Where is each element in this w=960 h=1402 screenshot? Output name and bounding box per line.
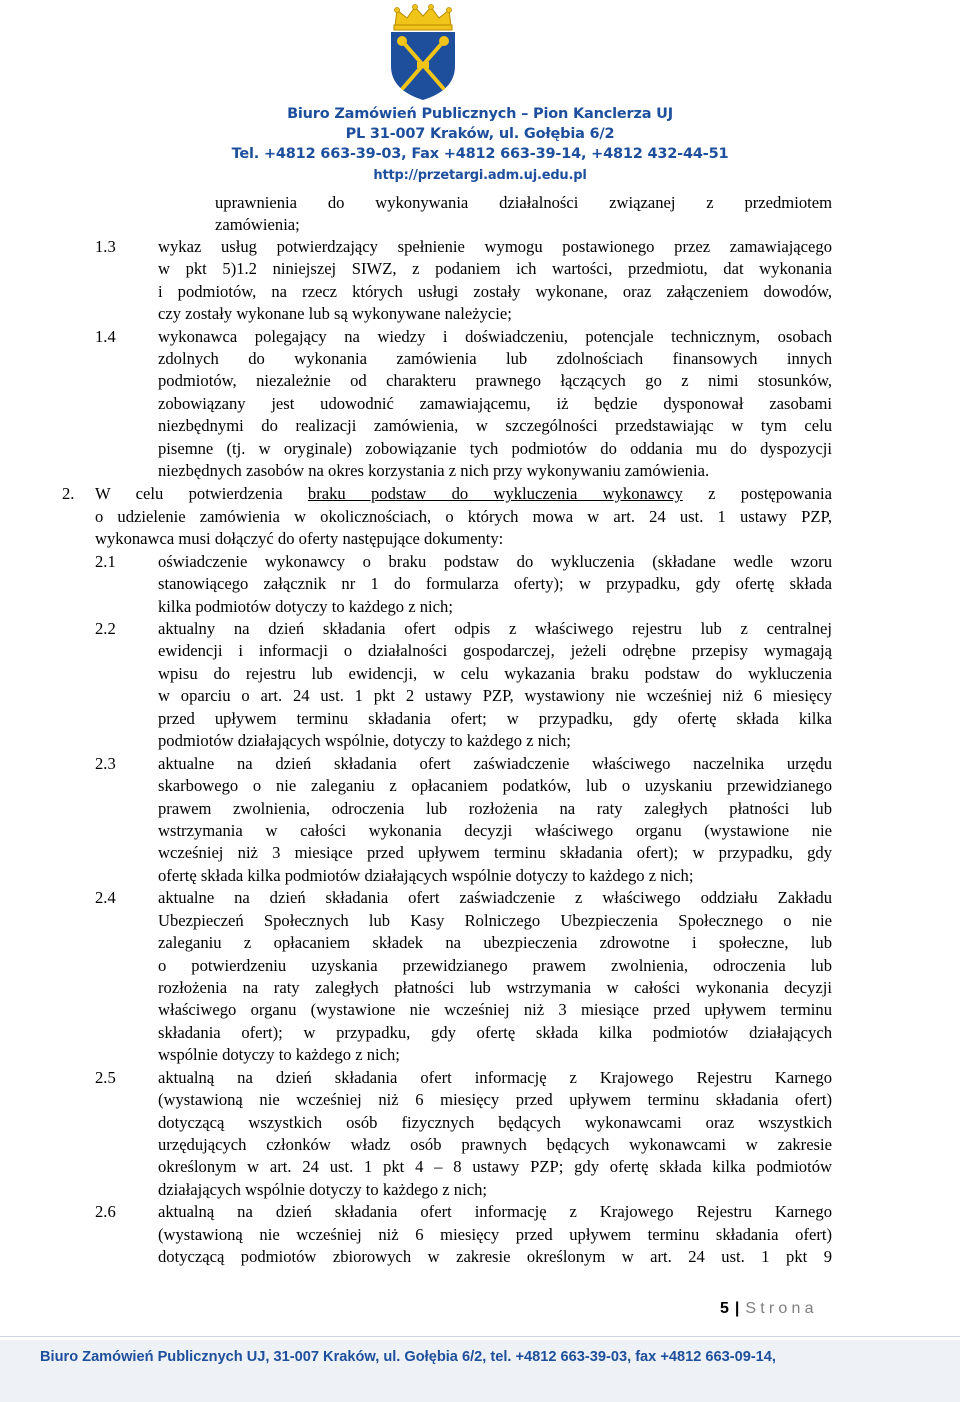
header-phones: Tel. +4812 663-39-03, Fax +4812 663-39-14, +4812 432-44-51 bbox=[231, 146, 729, 162]
text-line: oświadczenie wykonawcy o braku podstaw do wykluczenia (składane wedle wzoru bbox=[158, 552, 832, 571]
text-line: aktualne na dzień składania ofert zaświadczenie z właściwego oddziału Zakładu bbox=[158, 888, 832, 907]
page-label: Strona bbox=[745, 1300, 818, 1317]
text-line: zobowiązany jest udowodnić zamawiającemu, iż będzie dysponował zasobami bbox=[158, 394, 832, 413]
page-number-value: 5 bbox=[720, 1300, 729, 1317]
text-line: (wystawioną nie wcześniej niż 6 miesięcy przed upływem terminu składania ofert) bbox=[158, 1225, 832, 1244]
text-line: wykonawca polegający na wiedzy i doświadczeniu, potencjale technicznym, osobach bbox=[158, 327, 832, 346]
text-line: aktualne na dzień składania ofert zaświadczenie właściwego naczelnika urzędu bbox=[158, 754, 832, 773]
text-line: Ubezpieczeń Społecznych lub Kasy Rolniczego Ubezpieczenia Społecznego o nie bbox=[158, 911, 832, 930]
text-line: niezbędnych zasobów na okres korzystania z nich przy wykonywaniu zamówienia. bbox=[158, 461, 710, 480]
text-line: skarbowego o nie zaleganiu z opłacaniem podatków, lub o uzyskaniu przewidzianego bbox=[158, 776, 832, 795]
header-website-link[interactable]: http://przetargi.adm.uj.edu.pl bbox=[373, 168, 587, 183]
text-line: wstrzymania w całości wykonania decyzji właściwego organu (wystawione nie bbox=[158, 821, 832, 840]
text-line: podmiotów, niezależnie od charakteru prawnego łączących go z nimi stosunków, bbox=[158, 371, 832, 390]
footer-contact-text: Biuro Zamówień Publicznych UJ, 31-007 Kraków, ul. Gołębia 6/2, tel. +4812 663-39-03, fax +4812 663-09-14, bbox=[40, 1349, 776, 1365]
item-number-2-2: 2.2 bbox=[95, 619, 116, 638]
text-line: zdolnych do wykonania zamówienia lub zdolnościach finansowych innych bbox=[158, 349, 832, 368]
text-line: podmiotów działających wspólnie, dotyczy to każdego z nich; bbox=[158, 731, 571, 750]
text-line: aktualną na dzień składania ofert informację z Krajowego Rejestru Karnego bbox=[158, 1068, 832, 1087]
footer-divider bbox=[0, 1336, 960, 1337]
text-line: dotyczącą podmiotów zbiorowych w zakresie określonym w art. 24 ust. 1 pkt 9 bbox=[158, 1247, 832, 1266]
item-number-2-6: 2.6 bbox=[95, 1202, 116, 1221]
text-line: i podmiotów, na rzecz których usługi zostały wykonane, oraz załączeniem dowodów, bbox=[158, 282, 832, 301]
text-line: wykaz usług potwierdzający spełnienie wymogu postawionego przez zamawiającego bbox=[158, 237, 832, 256]
text-line: kilka podmiotów dotyczy to każdego z nich; bbox=[158, 597, 453, 616]
text-line: składania ofert); w przypadku, gdy ofertę składa kilka podmiotów działających bbox=[158, 1023, 832, 1042]
header-office-name: Biuro Zamówień Publicznych – Pion Kanclerza UJ bbox=[287, 106, 673, 122]
text-line: ewidencji i informacji o działalności gospodarczej, jeżeli odrębne przepisy wymagają bbox=[158, 641, 832, 660]
item-number-2-3: 2.3 bbox=[95, 754, 116, 773]
item-number-2-1: 2.1 bbox=[95, 552, 116, 571]
item-number-1-4: 1.4 bbox=[95, 327, 116, 346]
footer-band bbox=[0, 1340, 960, 1402]
text-line: wykonawca musi dołączyć do oferty następujące dokumenty: bbox=[95, 529, 504, 548]
text-line: działających wspólnie dotyczy to każdego z nich; bbox=[158, 1180, 487, 1199]
text-line: rozłożenia na raty zaległych płatności lub wstrzymania w całości wykonania decyzji bbox=[158, 978, 832, 997]
item-number-2: 2. bbox=[62, 484, 75, 503]
text-line: pisemne (tj. w oryginale) zobowiązanie tych podmiotów do oddania mu do dyspozycji bbox=[158, 439, 832, 458]
text-line: dotyczącą wszystkich osób fizycznych będących wykonawcami oraz wszystkich bbox=[158, 1113, 832, 1132]
text-line: wspólnie dotyczy to każdego z nich; bbox=[158, 1045, 400, 1064]
text-line: niezbędnymi do realizacji zamówienia, w szczególności przedstawiając w tym celu bbox=[158, 416, 832, 435]
text-line: wcześniej niż 3 miesiące przed upływem terminu składania ofert); w przypadku, gdy bbox=[158, 843, 832, 862]
item-number-2-4: 2.4 bbox=[95, 888, 116, 907]
item-number-1-3: 1.3 bbox=[95, 237, 116, 256]
text-line: w pkt 5)1.2 niniejszej SIWZ, z podaniem ich wartości, przedmiotu, dat wykonania bbox=[158, 259, 832, 278]
text-line: W celu potwierdzenia braku podstaw do wykluczenia wykonawcy z postępowania bbox=[95, 484, 833, 503]
text-line: aktualną na dzień składania ofert informację z Krajowego Rejestru Karnego bbox=[158, 1202, 832, 1221]
text-line: przed upływem terminu składania ofert; w przypadku, gdy ofertę składa kilka bbox=[158, 709, 832, 728]
item-number-2-5: 2.5 bbox=[95, 1068, 116, 1087]
text-line: w oparciu o art. 24 ust. 1 pkt 2 ustawy PZP, wystawiony nie wcześniej niż 6 miesięcy bbox=[158, 686, 832, 705]
text-line: właściwego organu (wystawione nie wcześniej niż 3 miesiące przed upływem terminu bbox=[158, 1000, 832, 1019]
text-line: (wystawioną nie wcześniej niż 6 miesięcy przed upływem terminu składania ofert) bbox=[158, 1090, 832, 1109]
text-line: określonym w art. 24 ust. 1 pkt 4 – 8 ustawy PZP; gdy ofertę składa kilka podmiotów bbox=[158, 1157, 832, 1176]
text-line: ofertę składa kilka podmiotów działających wspólnie dotyczy to każdego z nich; bbox=[158, 866, 694, 885]
text-line: zaleganiu z opłacaniem składek na ubezpieczenia zdrowotne i społeczne, lub bbox=[158, 933, 832, 952]
text-line: o potwierdzeniu uzyskania przewidzianego prawem zwolnienia, odroczenia lub bbox=[158, 956, 832, 975]
text-line: stanowiącego załącznik nr 1 do formularza oferty); w przypadku, gdy ofertę składa bbox=[158, 574, 832, 593]
text-line: urzędujących członków władz osób prawnych będących wykonawcami w zakresie bbox=[158, 1135, 832, 1154]
header-address: PL 31-007 Kraków, ul. Gołębia 6/2 bbox=[345, 126, 615, 142]
text-line: prawem zwolnienia, odroczenia lub rozłożenia na raty zaległych płatności lub bbox=[158, 799, 832, 818]
text-line: czy zostały wykonane lub są wykonywane należycie; bbox=[158, 304, 512, 323]
text-line: uprawnienia do wykonywania działalności związanej z przedmiotem bbox=[215, 193, 832, 212]
text-line: o udzielenie zamówienia w okolicznościach, o których mowa w art. 24 ust. 1 ustawy PZP, bbox=[95, 507, 832, 526]
text-line: zamówienia; bbox=[215, 215, 300, 234]
page-number bbox=[720, 1300, 840, 1318]
text-line: wpisu do rejestru lub ewidencji, w celu wykazania braku podstaw do wykluczenia bbox=[158, 664, 832, 683]
underlined-phrase: braku podstaw do wykluczenia wykonawcy bbox=[307, 484, 683, 503]
text-line: aktualny na dzień składania ofert odpis z właściwego rejestru lub z centralnej bbox=[158, 619, 832, 638]
page-number-separator: | bbox=[734, 1300, 740, 1317]
